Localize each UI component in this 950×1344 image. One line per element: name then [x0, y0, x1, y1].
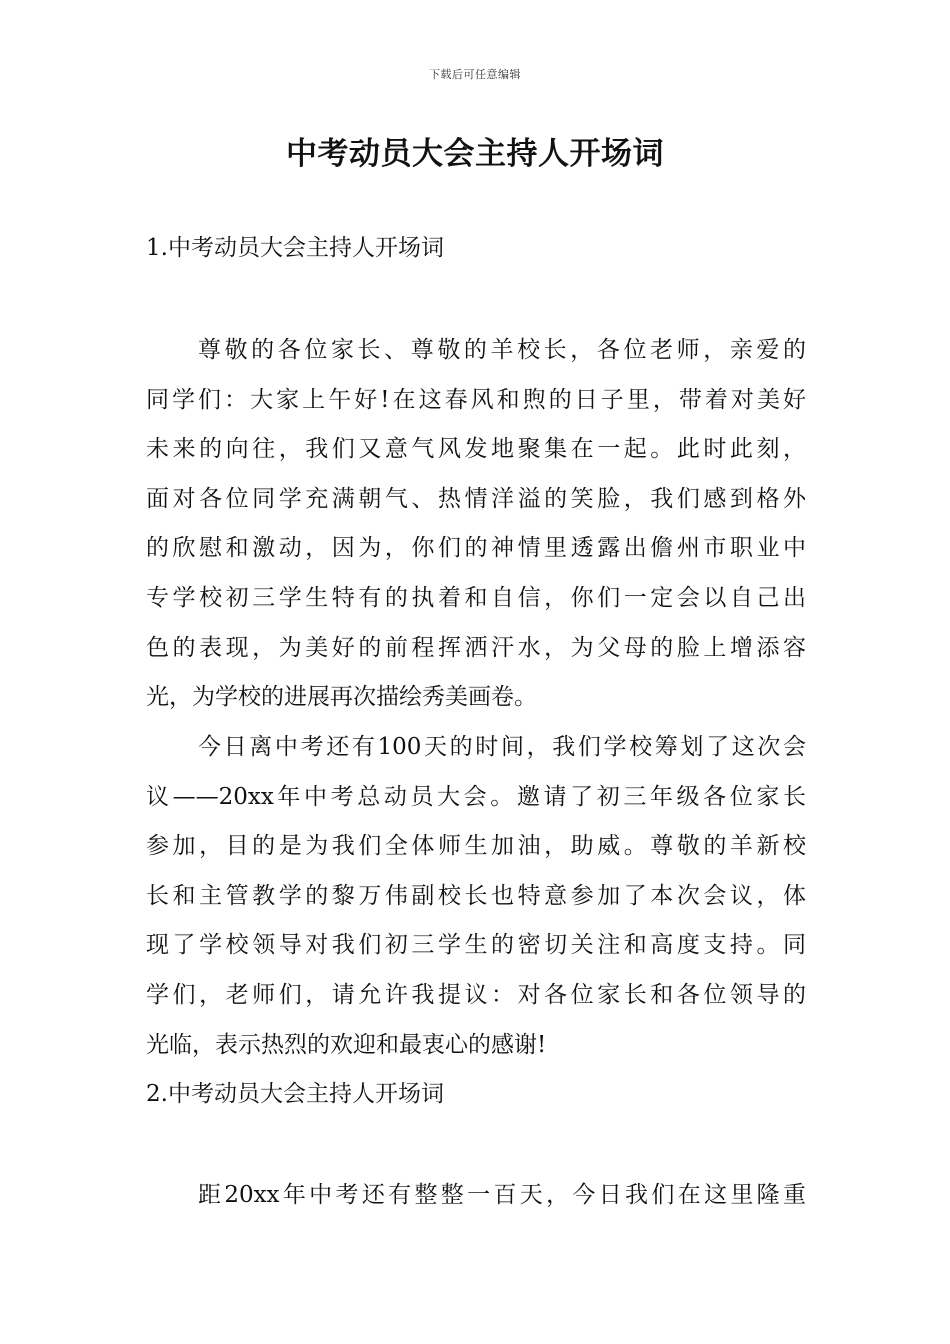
paragraph-line: 长和主管教学的黎万伟副校长也特意参加了本次会议，体 [146, 882, 806, 909]
header-note: 下载后可任意编辑 [429, 68, 521, 81]
paragraph-line: 光，为学校的进展再次描绘秀美画卷。 [146, 684, 537, 711]
paragraph-line: 参加，目的是为我们全体师生加油，助威。尊敬的羊新校 [146, 833, 806, 860]
paragraph-line: 专学校初三学生特有的执着和自信，你们一定会以自己出 [146, 584, 806, 611]
section-1-paragraph-2 [146, 723, 806, 1070]
paragraph-line: 距20xx年中考还有整整一百天，今日我们在这里隆重 [198, 1182, 806, 1208]
paragraph-line: 现了学校领导对我们初三学生的密切关注和高度支持。同 [146, 932, 806, 959]
section-2-paragraph-1 [146, 1171, 806, 1221]
paragraph-line: 未来的向往，我们又意气风发地聚集在一起。此时此刻， [146, 436, 806, 463]
paragraph-line: 色的表现，为美好的前程挥洒汗水，为父母的脸上增添容 [146, 634, 806, 661]
paragraph-line: 的欣慰和激动，因为，你们的神情里透露出儋州市职业中 [146, 535, 806, 562]
section-1-paragraph-1 [146, 326, 806, 723]
section-heading-2: 2.中考动员大会主持人开场词 [146, 1081, 444, 1107]
paragraph-line: 今日离中考还有100天的时间，我们学校筹划了这次会 [198, 734, 806, 760]
document-title: 中考动员大会主持人开场词 [286, 136, 664, 172]
paragraph-line: 光临，表示热烈的欢迎和最衷心的感谢! [146, 1031, 547, 1058]
paragraph-line: 面对各位同学充满朝气、热情洋溢的笑脸，我们感到格外 [146, 485, 806, 512]
paragraph-line: 议——20xx年中考总动员大会。邀请了初三年级各位家长 [146, 783, 806, 810]
paragraph-line: 学们，老师们，请允许我提议：对各位家长和各位领导的 [146, 981, 806, 1008]
paragraph-line: 尊敬的各位家长、尊敬的羊校长，各位老师，亲爱的 [198, 337, 806, 363]
paragraph-line: 同学们：大家上午好!在这春风和煦的日子里，带着对美好 [146, 386, 806, 413]
section-heading-1: 1.中考动员大会主持人开场词 [146, 235, 444, 261]
